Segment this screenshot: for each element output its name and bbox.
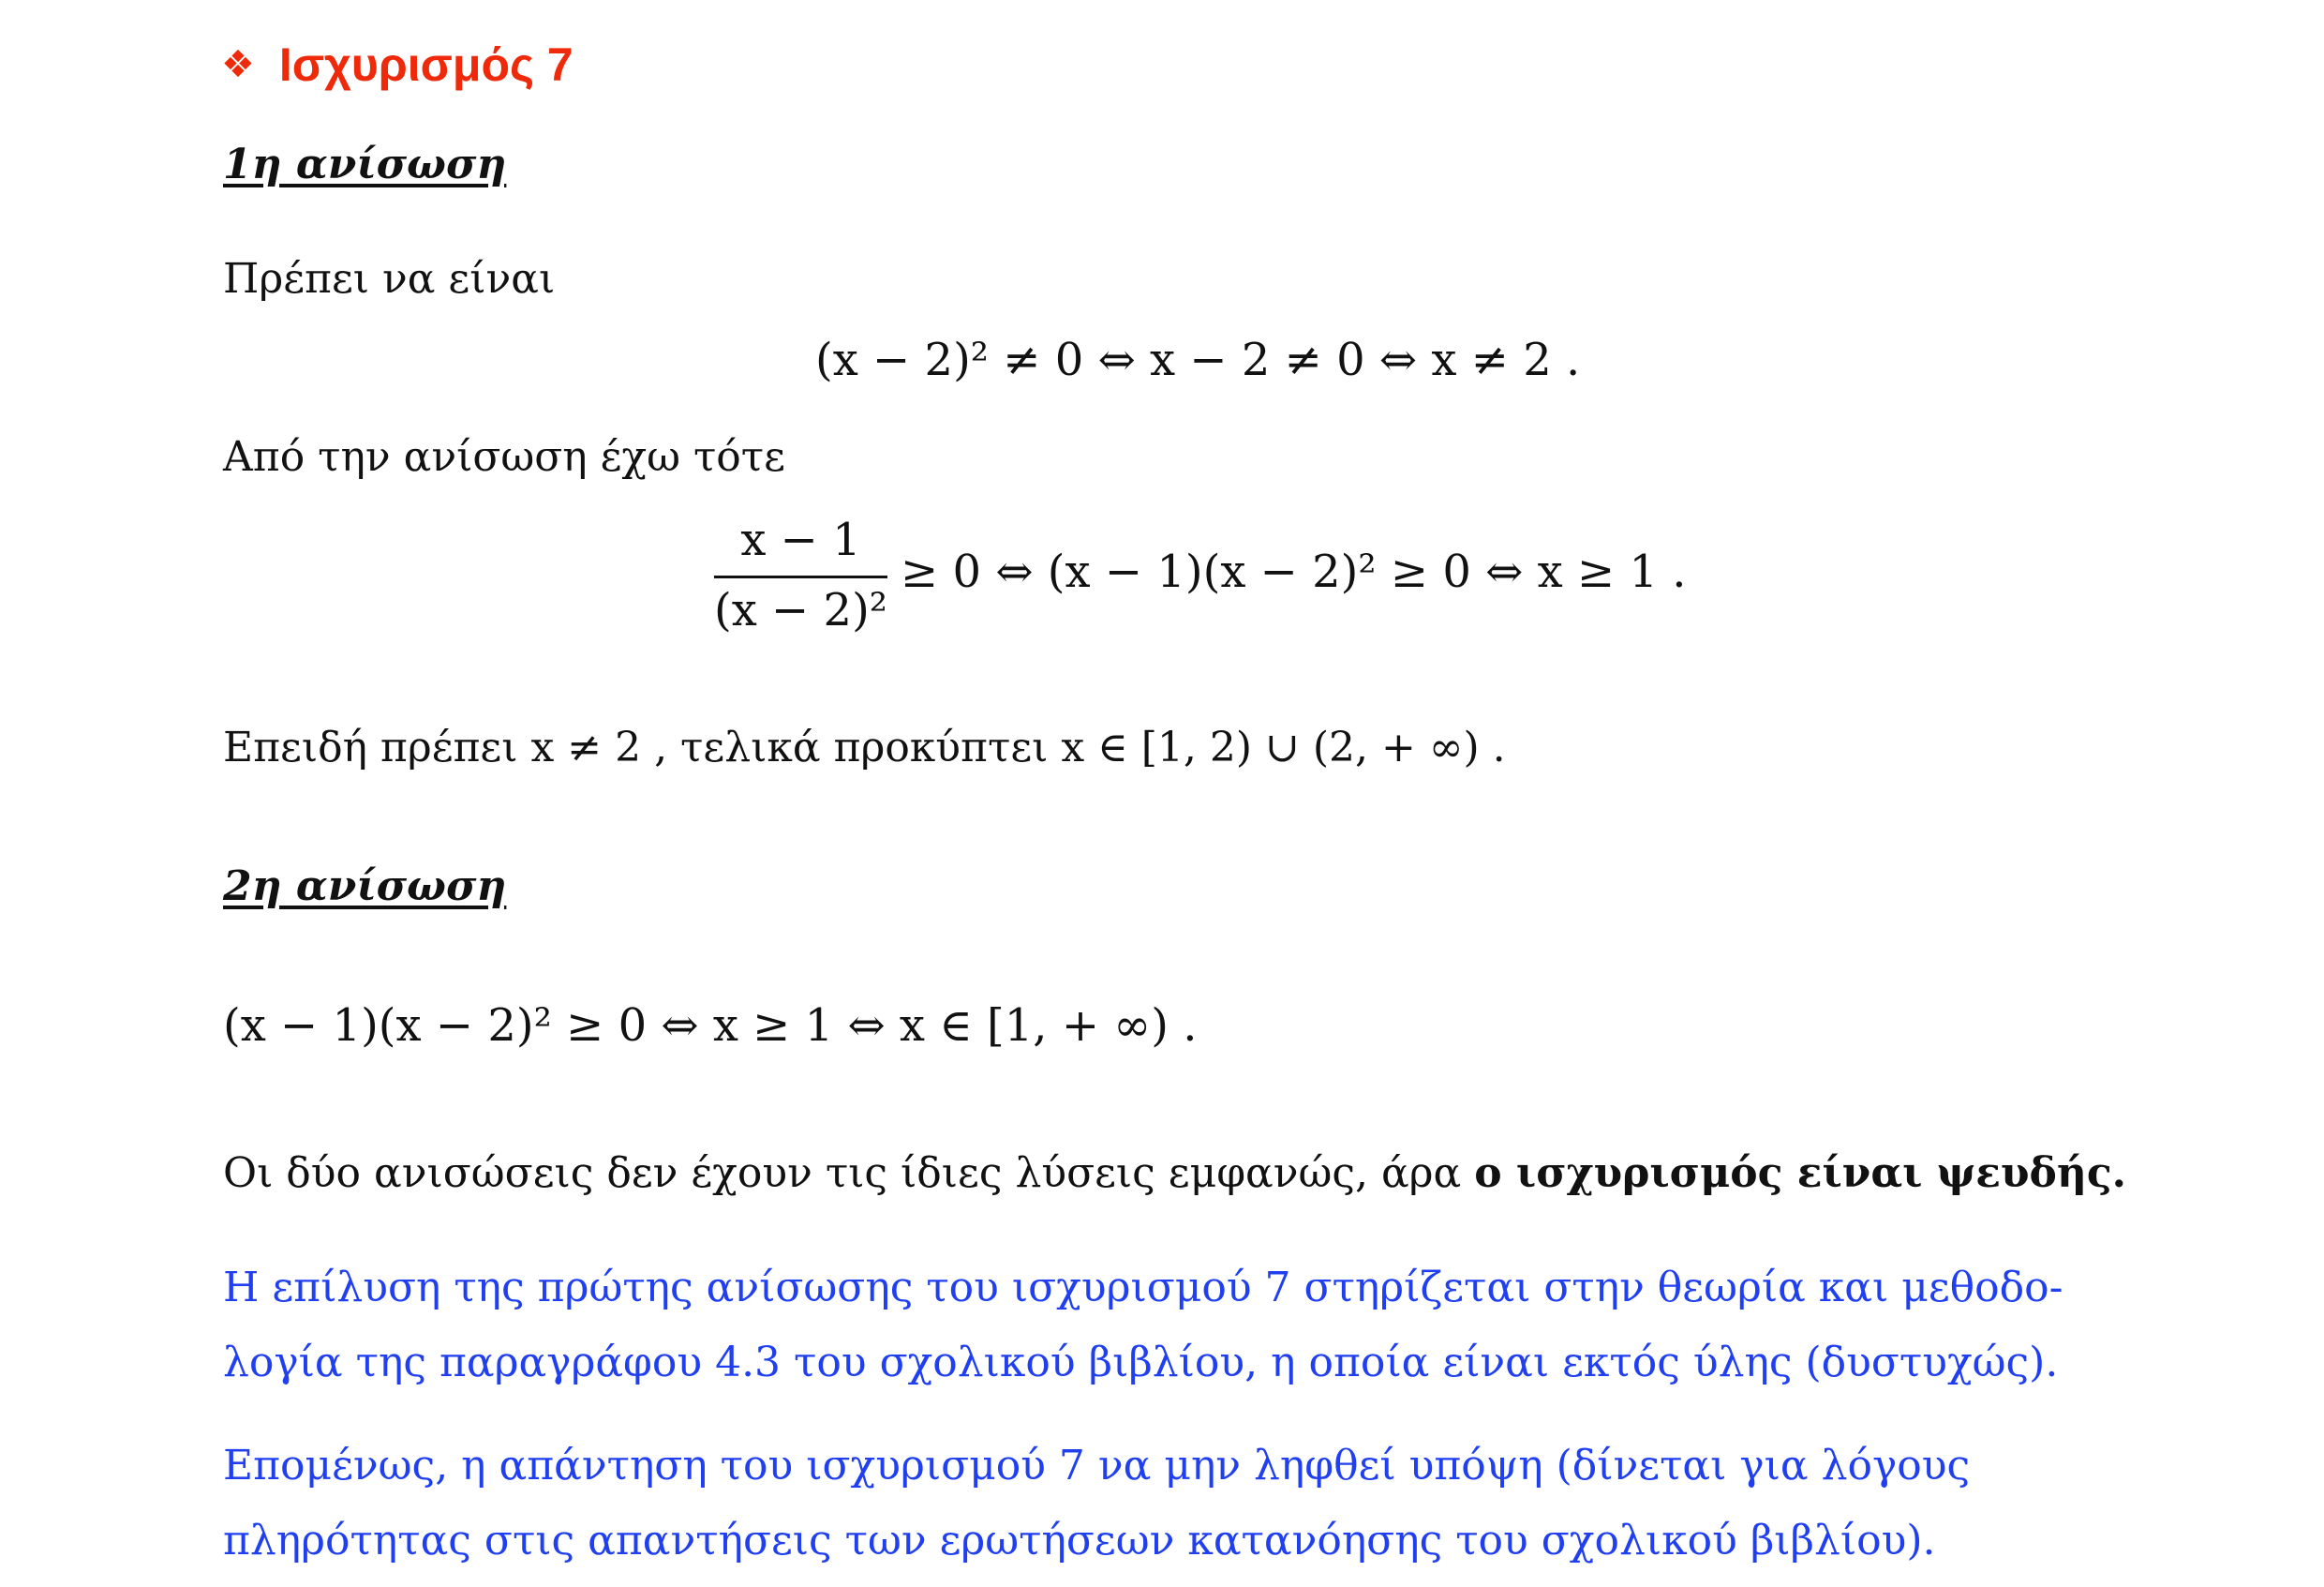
fraction-numerator: x − 1 (740, 514, 861, 566)
fraction-denominator: (x − 2)² (714, 584, 888, 636)
fraction (714, 514, 887, 636)
diamond-bullet-icon: ❖ (221, 44, 255, 85)
equation-fraction-rest: ≥ 0 ⇔ (x − 1)(x − 2)² ≥ 0 ⇔ x ≥ 1 . (901, 546, 1687, 598)
note1-line1: Η επίλυση της πρώτης ανίσωσης του ισχυρισμού 7 στηρίζεται στην θεωρία και μεθοδο- (223, 1264, 2063, 1311)
section1-then: Από την ανίσωση έχω τότε (223, 433, 785, 481)
verdict-bold: ο ισχυρισμός είναι ψευδής. (1474, 1149, 2126, 1197)
verdict-plain: Οι δύο ανισώσεις δεν έχουν τις ίδιες λύσεις εμφανώς, άρα (223, 1149, 1475, 1197)
claim-title-text: Ισχυρισμός 7 (278, 38, 574, 91)
note1-line2: λογία της παραγράφου 4.3 του σχολικού βιβλίου, η οποία είναι εκτός ύλης (δυστυχώς). (223, 1339, 2059, 1386)
equation-fraction-row (714, 514, 1687, 636)
section1-heading: 1η ανίσωση (223, 141, 507, 188)
note2-line2: πληρότητας στις απαντήσεις των ερωτήσεων κατανόησης του σχολικού βιβλίου). (223, 1517, 1936, 1565)
note2-line1: Επομένως, η απάντηση του ισχυρισμού 7 να μην ληφθεί υπόψη (δίνεται για λόγους (223, 1442, 1971, 1490)
equation-second-inequality: (x − 1)(x − 2)² ≥ 0 ⇔ x ≥ 1 ⇔ x ∈ [1, + ∞) . (223, 999, 1198, 1052)
section1-intro: Πρέπει να είναι (223, 255, 556, 303)
verdict-paragraph (223, 1149, 2126, 1197)
claim-title (221, 37, 574, 92)
section1-conclusion: Επειδή πρέπει x ≠ 2 , τελικά προκύπτει x ∈ [1, 2) ∪ (2, + ∞) . (223, 724, 1506, 771)
section2-heading: 2η ανίσωση (223, 862, 507, 910)
equation-domain: (x − 2)² ≠ 0 ⇔ x − 2 ≠ 0 ⇔ x ≠ 2 . (815, 334, 1581, 386)
